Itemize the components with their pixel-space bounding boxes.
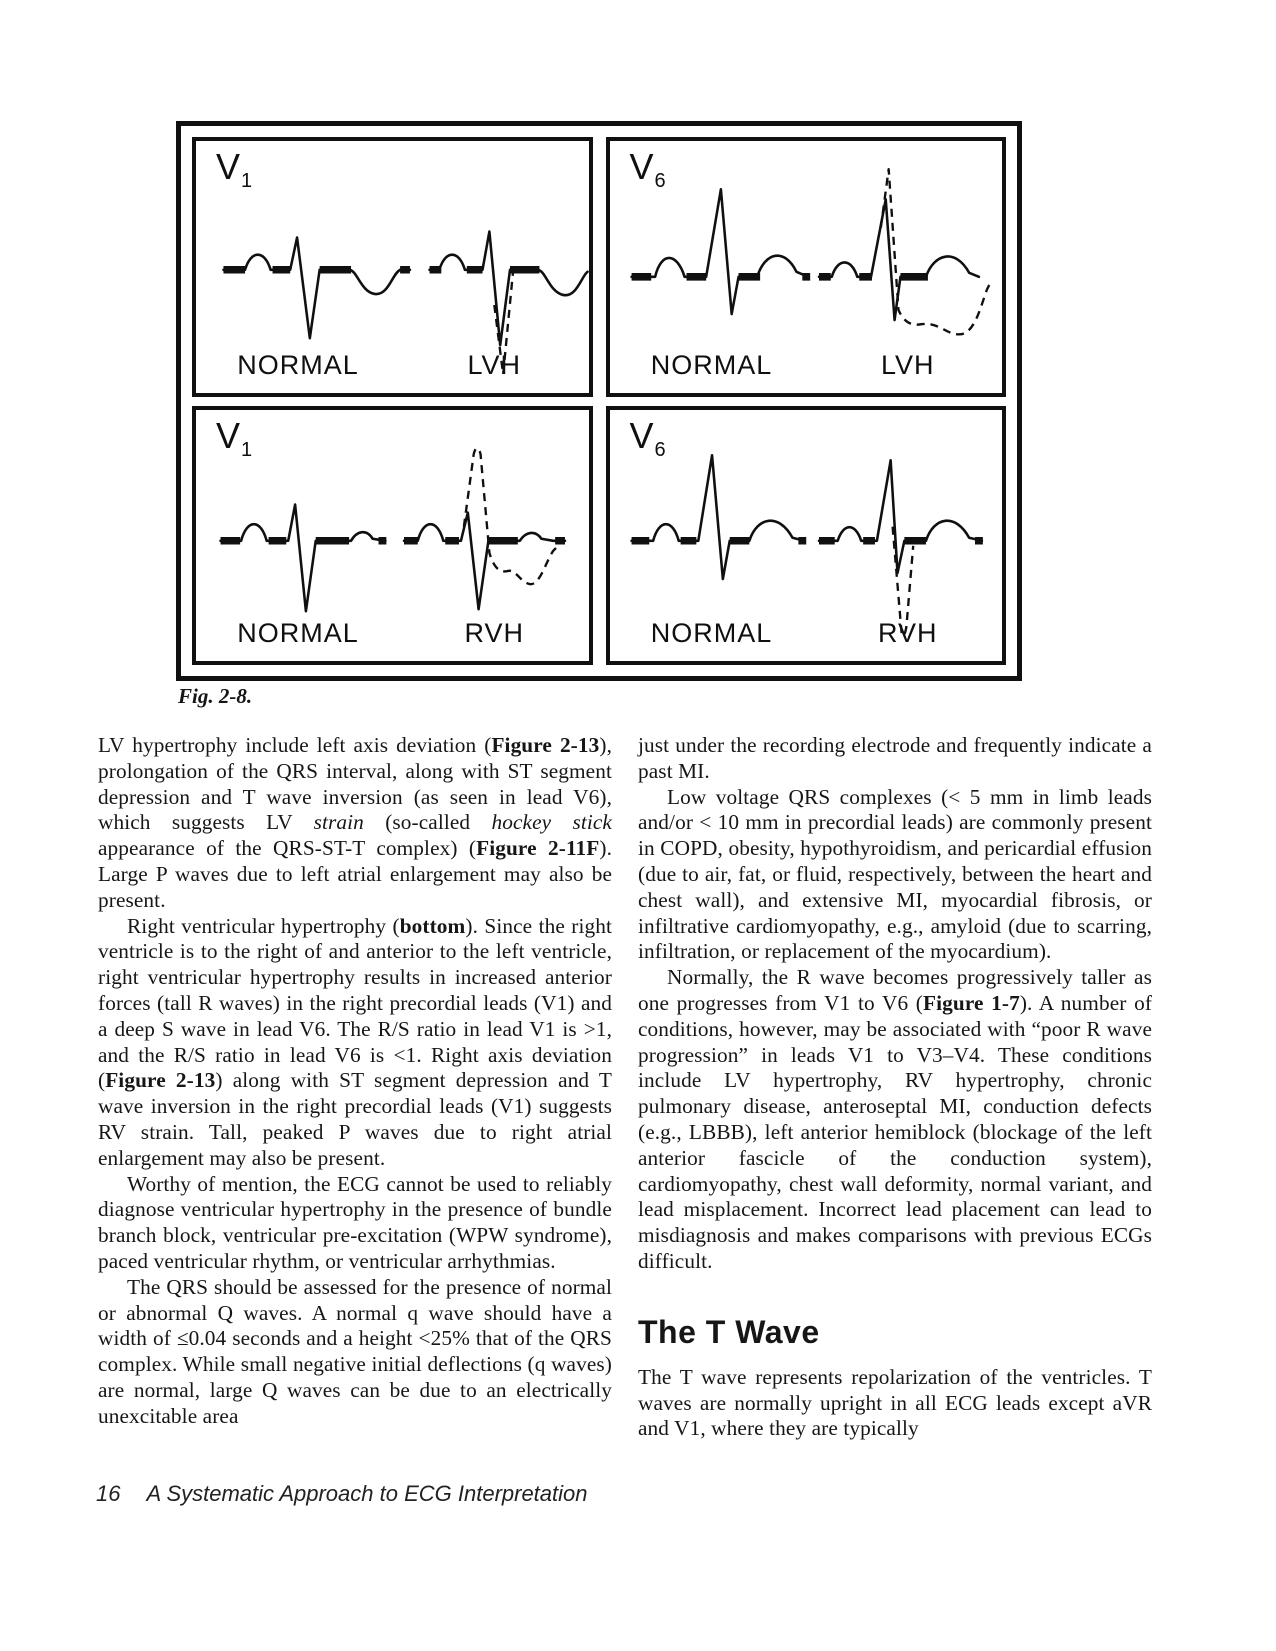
trace-label-lvh: LVH	[467, 349, 522, 380]
text-columns	[98, 733, 1152, 1442]
right-column	[638, 733, 1152, 1442]
ecg-panel-v6-rvh	[606, 406, 1007, 666]
ecg-panel-v6-lvh	[606, 137, 1007, 397]
figure-caption: Fig. 2-8.	[178, 684, 253, 708]
trace-label-rvh: RVH	[878, 618, 938, 648]
section-heading-t-wave: The T Wave	[638, 1313, 820, 1350]
paragraph: The T wave represents repolarization of the ventricles. T waves are normally upright in all ECG leads except aVR and V1, where they are typically	[638, 1364, 1152, 1441]
ecg-panel-v1-lvh	[192, 137, 593, 397]
ecg-panel-v1-rvh	[192, 406, 593, 666]
lead-label: $V_1$	[216, 146, 253, 192]
trace-label-normal: NORMAL	[650, 618, 773, 648]
paragraph: Right ventricular hypertrophy (bottom). Since the right ventricle is to the right of and anterior to the left ventricle, right ventricular hypertrophy results in increased anterior forces (tall R waves) in the right precordial leads (V1) and a deep S wave in lead V6. The R/S ratio in lead V1 is >1, and the R/S ratio in lead V6 is <1. Right axis deviation (Figure 2-13) along with ST segment depression and T wave inversion in the right precordial leads (V1) suggests RV strain. Tall, peaked P waves due to right atrial enlargement may also be present.	[98, 913, 613, 1170]
paragraph: Low voltage QRS complexes (< 5 mm in limb leads and/or < 10 mm in precordial leads) are commonly present in COPD, obesity, hypothyroidism, and pericardial effusion (due to air, fat, or fluid, respectively, between the heart and chest wall), and extensive MI, myocardial fibrosis, or infiltrative cardiomyopathy, e.g., amyloid (due to scarring, infiltration, or replacement of the myocardium).	[638, 784, 1152, 964]
page-number: 16	[96, 1481, 121, 1506]
left-column	[98, 733, 612, 1442]
paragraph: just under the recording electrode and frequently indicate a past MI.	[638, 733, 1152, 783]
paragraph: Normally, the R wave becomes progressively taller as one progresses from V1 to V6 (Figure 1-7). A number of conditions, however, may be associated with “poor R wave progression” in leads V1 to V3–V4. These conditions include LV hypertrophy, RV hypertrophy, chronic pulmonary disease, anteroseptal MI, conduction defects (e.g., LBBB), left anterior hemiblock (blockage of the left anterior fascicle of the conduction system), cardiomyopathy, chest wall deformity, normal variant, and lead misplacement. Incorrect lead placement can lead to misdiagnosis and makes comparisons with previous ECGs difficult.	[638, 965, 1153, 1273]
paragraph: The QRS should be assessed for the presence of normal or abnormal Q waves. A normal q wave should have a width of ≤0.04 seconds and a height <25% that of the QRS complex. While small negative initial deflections (q waves) are normal, large Q waves can be due to an electrically unexcitable area	[98, 1274, 612, 1428]
trace-label-rvh: RVH	[464, 618, 525, 648]
trace-label-normal: NORMAL	[237, 618, 359, 648]
lead-label: $V_1$	[216, 414, 253, 461]
lead-label: $V_6$	[629, 146, 666, 192]
paragraph: Worthy of mention, the ECG cannot be used to reliably diagnose ventricular hypertrophy in the presence of bundle branch block, ventricular pre-excitation (WPW syndrome), paced ventricular rhythm, or ventricular arrhythmias.	[98, 1171, 612, 1273]
running-title: A Systematic Approach to ECG Interpretation	[146, 1481, 588, 1506]
paragraph: LV hypertrophy include left axis deviation (Figure 2-13), prolongation of the QRS interval, along with ST segment depression and T wave inversion (as seen in lead V6), which suggests LV strain (so-called hockey stick appearance of the QRS-ST-T complex) (Figure 2-11F). Large P waves due to left atrial enlargement may also be present.	[98, 733, 613, 912]
trace-label-normal: NORMAL	[237, 349, 359, 380]
trace-label-lvh: LVH	[881, 349, 935, 380]
lead-label: $V_6$	[629, 414, 666, 461]
trace-label-normal: NORMAL	[650, 349, 773, 380]
page-footer	[96, 1481, 588, 1507]
figure-2-8-box	[176, 121, 1022, 681]
